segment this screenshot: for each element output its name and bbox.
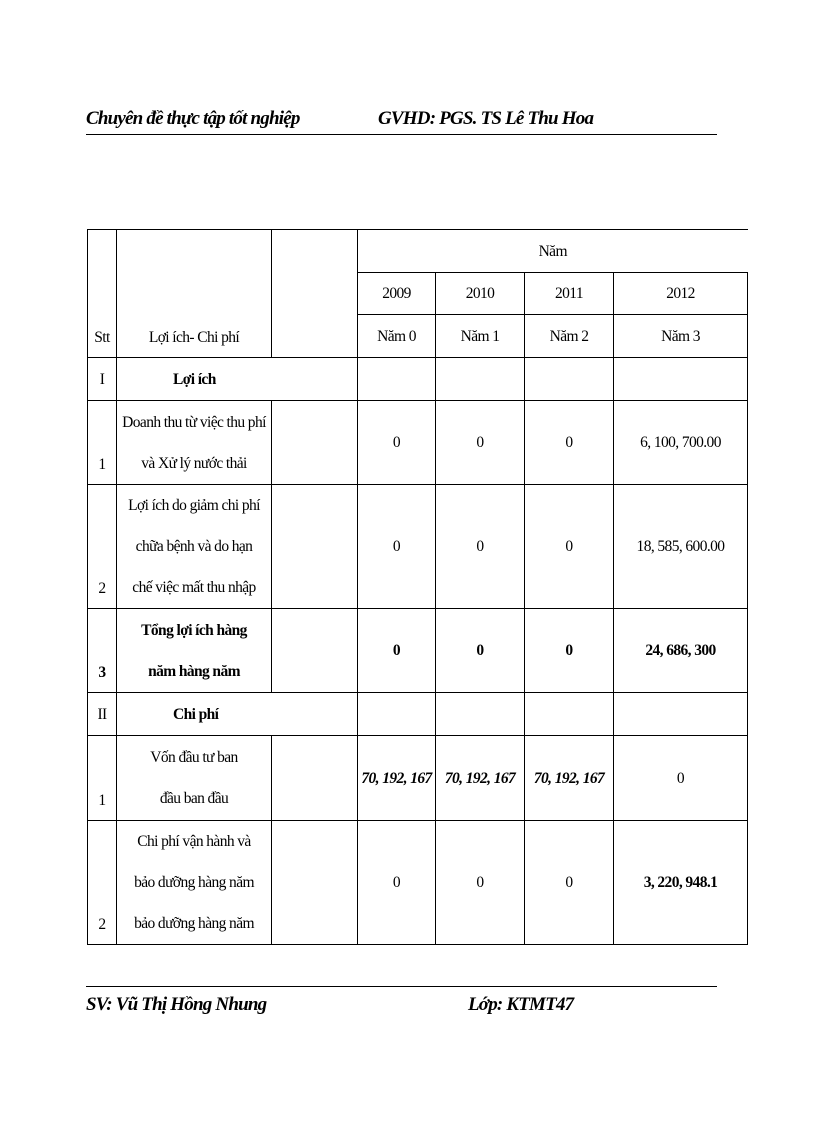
row-stt: 1 xyxy=(88,736,117,821)
row-blank xyxy=(272,736,358,821)
row-value: 0 xyxy=(436,401,525,485)
row-value xyxy=(525,693,614,736)
header-blank xyxy=(272,230,358,358)
year-2011: 2011 xyxy=(525,273,614,315)
header-row-group xyxy=(88,230,748,273)
year-label-1: Năm 1 xyxy=(436,315,525,358)
year-2009: 2009 xyxy=(358,273,436,315)
header-stt: Stt xyxy=(88,230,117,358)
row-value: 0 xyxy=(525,821,614,945)
row-item: Chi phí xyxy=(117,693,358,736)
row-value: 0 xyxy=(358,609,436,693)
row-value: 0 xyxy=(358,401,436,485)
table-row xyxy=(88,821,748,945)
row-blank xyxy=(272,485,358,609)
row-stt: 2 xyxy=(88,485,117,609)
header-year-group: Năm xyxy=(358,230,748,273)
table-row xyxy=(88,693,748,736)
header-item: Lợi ích- Chi phí xyxy=(117,230,272,358)
cost-benefit-table xyxy=(87,229,748,945)
row-value: 0 xyxy=(358,821,436,945)
row-value: 70, 192, 167 xyxy=(358,736,436,821)
row-value xyxy=(358,693,436,736)
header-title: Chuyên đề thực tập tốt nghiệp xyxy=(86,108,300,129)
row-stt: 1 xyxy=(88,401,117,485)
row-value: 6, 100, 700.00 xyxy=(614,401,748,485)
year-label-3: Năm 3 xyxy=(614,315,748,358)
row-value xyxy=(614,693,748,736)
row-item: Lợi ích xyxy=(117,358,358,401)
year-2012: 2012 xyxy=(614,273,748,315)
year-label-0: Năm 0 xyxy=(358,315,436,358)
row-blank xyxy=(272,609,358,693)
row-value: 70, 192, 167 xyxy=(436,736,525,821)
row-stt: I xyxy=(88,358,117,401)
row-item: Doanh thu từ việc thu phí và Xử lý nước thải xyxy=(117,401,272,485)
table-row xyxy=(88,401,748,485)
row-value: 0 xyxy=(436,609,525,693)
row-stt: II xyxy=(88,693,117,736)
row-item: Tổng lợi ích hàng năm hàng năm xyxy=(117,609,272,693)
row-value: 0 xyxy=(358,485,436,609)
row-value xyxy=(436,358,525,401)
row-value: 3, 220, 948.1 xyxy=(614,821,748,945)
row-blank xyxy=(272,821,358,945)
row-item: Vốn đầu tư ban đầu ban đầu xyxy=(117,736,272,821)
header-rule xyxy=(86,134,717,135)
row-value xyxy=(614,358,748,401)
row-value xyxy=(358,358,436,401)
table-row xyxy=(88,609,748,693)
row-value: 24, 686, 300 xyxy=(614,609,748,693)
row-blank xyxy=(272,401,358,485)
row-value: 0 xyxy=(614,736,748,821)
row-value xyxy=(525,358,614,401)
footer-rule xyxy=(86,986,717,987)
footer-class: Lớp: KTMT47 xyxy=(468,994,574,1015)
row-stt: 2 xyxy=(88,821,117,945)
row-stt: 3 xyxy=(88,609,117,693)
row-value: 18, 585, 600.00 xyxy=(614,485,748,609)
year-label-2: Năm 2 xyxy=(525,315,614,358)
row-value: 0 xyxy=(525,401,614,485)
row-value: 0 xyxy=(436,821,525,945)
row-value: 0 xyxy=(436,485,525,609)
row-value: 0 xyxy=(525,485,614,609)
row-item: Lợi ích do giảm chi phí chữa bệnh và do hạn chế việc mất thu nhập xyxy=(117,485,272,609)
row-item: Chi phí vận hành và bảo dưỡng hàng năm bảo dưỡng hàng năm xyxy=(117,821,272,945)
header-supervisor: GVHD: PGS. TS Lê Thu Hoa xyxy=(378,108,594,129)
row-value xyxy=(436,693,525,736)
row-value: 0 xyxy=(525,609,614,693)
table-row xyxy=(88,736,748,821)
footer-student: SV: Vũ Thị Hồng Nhung xyxy=(86,994,267,1015)
row-value: 70, 192, 167 xyxy=(525,736,614,821)
table-row xyxy=(88,485,748,609)
year-2010: 2010 xyxy=(436,273,525,315)
table-row xyxy=(88,358,748,401)
